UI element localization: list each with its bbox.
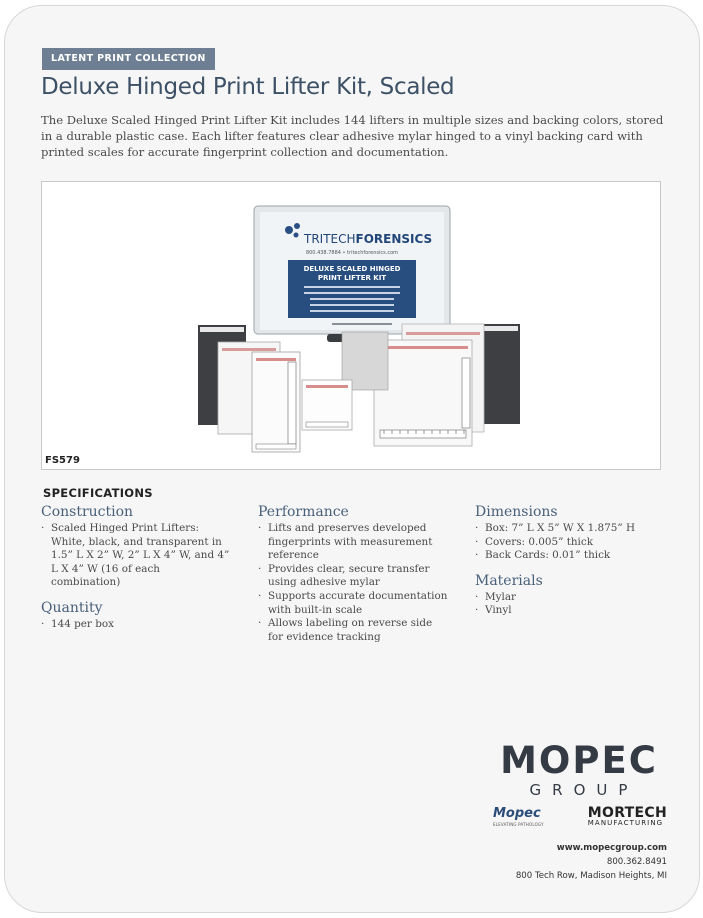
dimensions-title: Dimensions: [475, 504, 558, 520]
mopec-group-logo: [491, 741, 667, 799]
list-item: · Vinyl: [475, 604, 665, 618]
materials-title: Materials: [475, 572, 543, 589]
mortech-brand-logo: [588, 807, 667, 828]
brand-logos: [491, 806, 667, 832]
box-brand: TRITECHFORENSICS: [304, 232, 433, 246]
spec-column-middle: [258, 504, 448, 654]
list-item: · Mylar: [475, 591, 665, 605]
performance-title: Performance: [258, 504, 349, 520]
mortech-line2: MANUFACTURING: [587, 819, 664, 827]
dimensions-list: [475, 522, 665, 563]
product-illustration: [42, 182, 662, 471]
address: 800 Tech Row, Madison Heights, MI: [515, 871, 667, 881]
box-phone-web: 800.438.7884 • tritechforensics.com: [305, 250, 399, 256]
category-badge: LATENT PRINT COLLECTION: [42, 48, 215, 70]
box-title-line2: PRINT LIFTER KIT: [317, 274, 387, 282]
logo-main: MOPEC: [500, 739, 658, 782]
product-sku: FS579: [45, 455, 80, 466]
quantity-title: Quantity: [41, 599, 103, 616]
logo-sub: GROUP: [529, 781, 639, 799]
list-item: · 144 per box: [41, 618, 231, 632]
spec-column-right: [475, 504, 665, 628]
page-title: Deluxe Hinged Print Lifter Kit, Scaled: [41, 74, 455, 100]
contact-info: [491, 841, 667, 883]
spec-column-left: [41, 504, 231, 642]
specifications-heading: SPECIFICATIONS: [43, 486, 153, 500]
product-photo: [41, 181, 661, 470]
list-item: · Scaled Hinged Print Lifters: White, black, and transparent in 1.5” L X 2” W, 2” L X 4” W, and 4” L X 4” W (16 of each combination): [41, 522, 231, 590]
mortech-line1: MORTECH: [587, 805, 667, 821]
mopec-brand-tagline: ELEVATING PATHOLOGY: [493, 822, 544, 827]
mopec-brand-logo: Mopec: [493, 806, 541, 821]
list-item: · Back Cards: 0.01” thick: [475, 549, 665, 563]
tritech-logo-icon: [285, 226, 293, 234]
quantity-list: [41, 618, 231, 632]
list-item: · Covers: 0.005” thick: [475, 536, 665, 550]
phone-number: 800.362.8491: [606, 857, 667, 867]
list-item: · Allows labeling on reverse side for evidence tracking: [258, 617, 448, 644]
construction-list: [41, 522, 231, 590]
list-item: · Lifts and preserves developed fingerprints with measurement reference: [258, 522, 448, 563]
performance-list: [258, 522, 448, 644]
construction-title: Construction: [41, 504, 134, 520]
box-title-line1: DELUXE SCALED HINGED: [303, 265, 401, 273]
list-item: · Provides clear, secure transfer using adhesive mylar: [258, 563, 448, 590]
product-description: The Deluxe Scaled Hinged Print Lifter Kit includes 144 lifters in multiple sizes and backing colors, stored in a durable plastic case. Each lifter features clear adhesive mylar hinged to a vinyl backing card with printed scales for accurate fingerprint collection and documentation.: [41, 113, 664, 159]
list-item: · Box: 7” L X 5” W X 1.875” H: [475, 522, 665, 536]
spec-sheet: [4, 5, 700, 913]
list-item: · Supports accurate documentation with built-in scale: [258, 590, 448, 617]
website-link[interactable]: www.mopecgroup.com: [556, 843, 667, 853]
materials-list: [475, 591, 665, 618]
